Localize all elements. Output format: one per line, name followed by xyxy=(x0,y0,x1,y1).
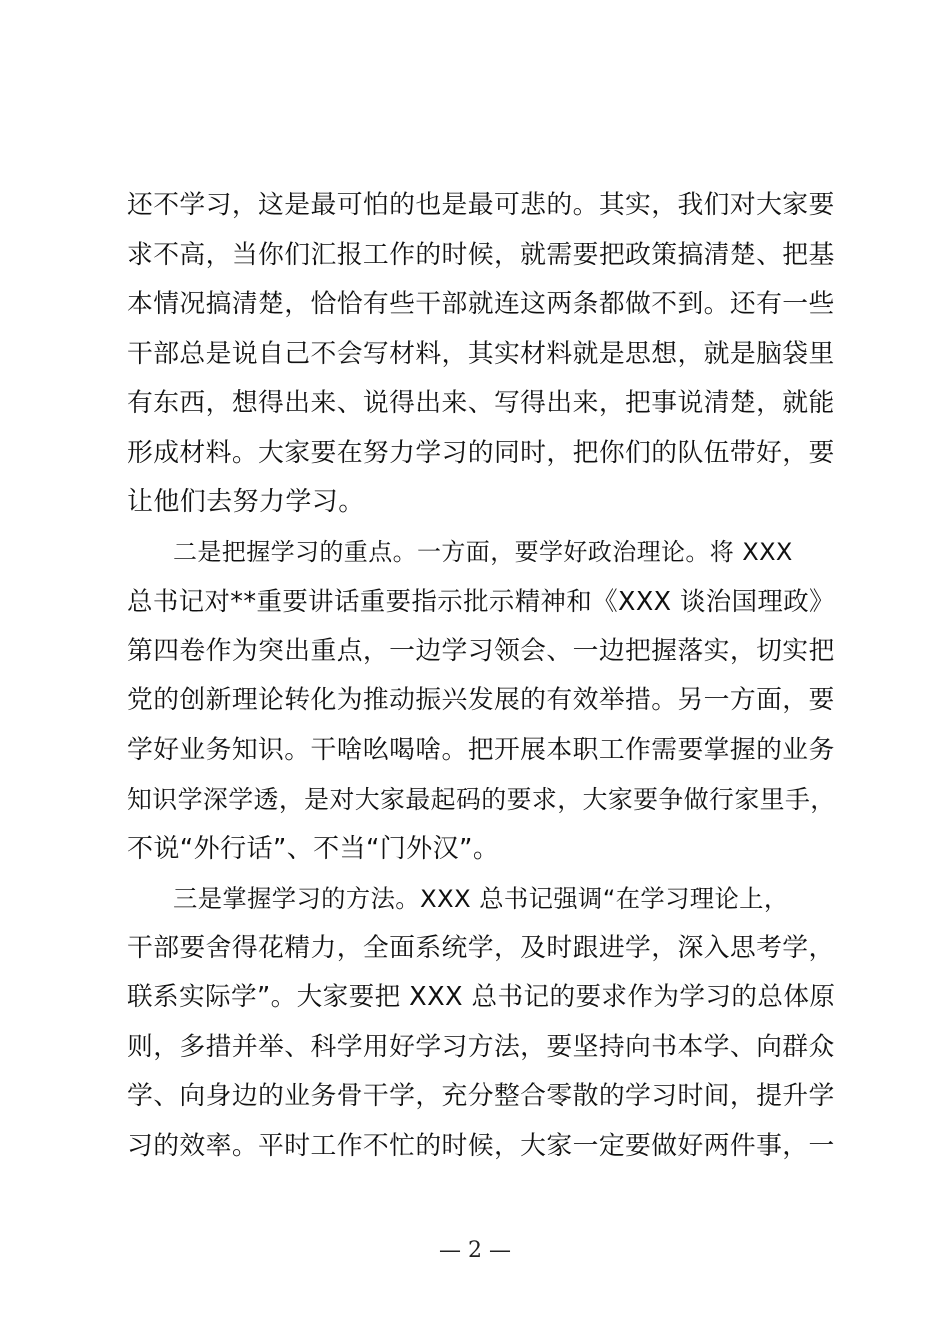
text-line: 知识学深学透，是对大家最起码的要求，大家要争做行家里手， xyxy=(127,785,836,814)
text-line: 干部要舍得花精力，全面系统学，及时跟进学，深入思考学， xyxy=(127,932,835,963)
text-line: 则，多措并举、科学用好学习方法，要坚持向书本学、向群众 xyxy=(127,1031,835,1062)
text-line: 党的创新理论转化为推动振兴发展的有效举措。另一方面，要 xyxy=(127,685,835,715)
text-line: 本情况搞清楚，恰恰有些干部就连这两条都做不到。还有一些 xyxy=(127,289,835,319)
text-line: 学好业务知识。干啥吆喝啥。把开展本职工作需要掌握的业务 xyxy=(127,734,835,765)
text-line: 第四卷作为突出重点，一边学习领会、一边把握落实，切实把 xyxy=(127,635,835,666)
text-line: 总书记对**重要讲话重要指示批示精神和《XXX 谈治国理政》 xyxy=(127,586,835,616)
text-line: 学、向身边的业务骨干学，充分整合零散的学习时间，提升学 xyxy=(127,1081,835,1111)
page-number: — 2 — xyxy=(439,1238,511,1263)
text-line: 习的效率。平时工作不忙的时候，大家一定要做好两件事，一 xyxy=(127,1130,835,1161)
text-line: 联系实际学”。大家要把 XXX 总书记的要求作为学习的总体原 xyxy=(127,982,836,1012)
body-text xyxy=(127,181,835,1171)
text-line: 形成材料。大家要在努力学习的同时，把你们的队伍带好，要 xyxy=(127,437,835,468)
text-line: 二是把握学习的重点。一方面，要学好政治理论。将 XXX xyxy=(173,537,793,566)
text-line: 让他们去努力学习。 xyxy=(127,487,365,517)
text-line: 不说“外行话”、不当“门外汉”。 xyxy=(127,833,500,864)
text-line: 有东西，想得出来、说得出来、写得出来，把事说清楚，就能 xyxy=(127,388,835,418)
text-line: 干部总是说自己不会写材料，其实材料就是思想，就是脑袋里 xyxy=(127,338,835,369)
text-line: 三是掌握学习的方法。XXX 总书记强调“在学习理论上， xyxy=(173,884,789,913)
text-line: 还不学习，这是最可怕的也是最可悲的。其实，我们对大家要 xyxy=(127,190,835,220)
text-line: 求不高，当你们汇报工作的时候，就需要把政策搞清楚、把基 xyxy=(127,239,835,270)
